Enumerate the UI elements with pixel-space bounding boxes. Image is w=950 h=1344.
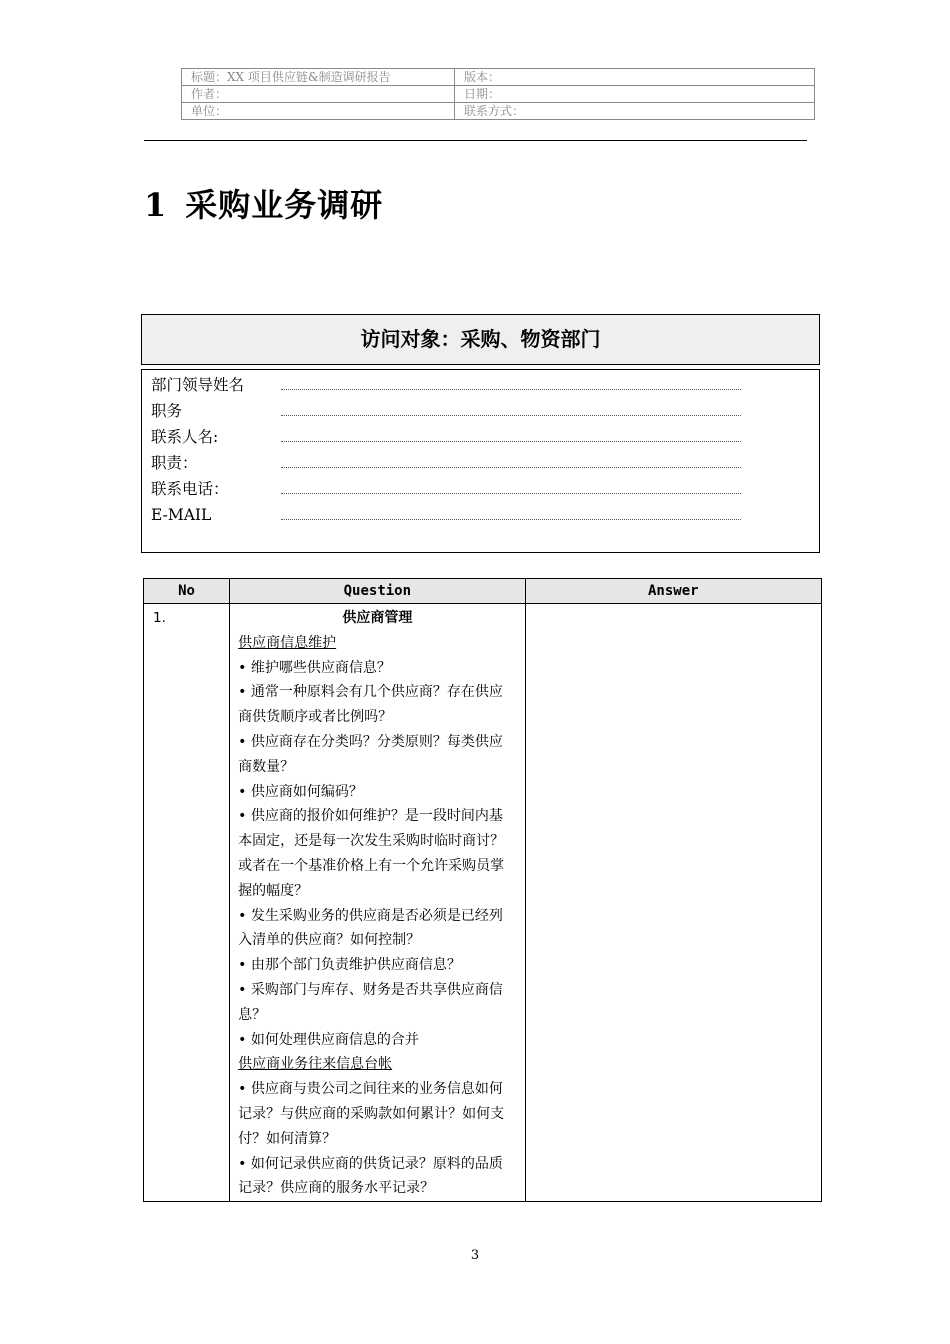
question-item: • 供应商与贵公司之间往来的业务信息如何记录？与供应商的采购款如何累计？如何支付？如何清算？ [238,1081,505,1147]
header-divider [144,140,807,141]
fill-line[interactable] [281,493,741,494]
field-label: 职责： [151,454,198,472]
field-duty [151,450,751,476]
section-number: 1 [144,186,168,224]
fill-line[interactable] [281,441,741,442]
field-label: 联系人名: [151,428,219,446]
field-label: E-MAIL [151,506,212,524]
subsection-heading: 供应商信息维护 [238,634,337,651]
question-item: • 由那个部门负责维护供应商信息？ [238,957,461,974]
question-item: • 供应商存在分类吗？分类原则？每类供应商数量？ [238,733,503,775]
question-item: • 采购部门与库存、财务是否共享供应商信息？ [238,981,503,1023]
page-number: 3 [470,1248,480,1263]
document-header-table [181,68,815,120]
header-question: Question [230,579,525,604]
table-row [144,604,822,1202]
question-item: • 通常一种原料会有几个供应商？存在供应商供货顺序或者比例吗？ [238,684,503,726]
fill-line[interactable] [281,389,741,390]
answer-cell[interactable] [525,604,821,1202]
question-cell [230,604,525,1202]
author-label: 作者： [182,86,455,103]
table-header-row [144,579,822,604]
date-label: 日期： [455,86,815,103]
question-answer-table [143,578,822,1202]
title-label: 标题：XX 项目供应链&制造调研报告 [182,69,455,86]
section-title: 采购业务调研 [185,186,384,224]
unit-label: 单位： [182,103,455,120]
visit-heading: 访问对象：采购、物资部门 [141,314,820,365]
field-label: 部门领导姓名 [151,376,245,394]
header-answer: Answer [525,579,821,604]
visit-form [141,369,820,553]
question-item: • 供应商如何编码？ [238,783,363,800]
field-label: 职务 [151,402,183,420]
fill-line[interactable] [281,415,741,416]
question-item: • 如何处理供应商信息的合并 [238,1031,419,1048]
contact-label: 联系方式： [455,103,815,120]
question-item: • 如何记录供应商的供货记录？原料的品质记录？供应商的服务水平记录？ [238,1155,503,1197]
field-label: 联系电话： [151,480,229,498]
subsection-heading: 供应商业务往来信息台帐 [238,1056,393,1073]
question-item: • 供应商的报价如何维护？是一段时间内基本固定，还是每一次发生采购时临时商讨？或者在一个基准价格上有一个允许采购员掌握的幅度？ [238,808,505,899]
fill-line[interactable] [281,467,741,468]
field-leader-name [151,372,751,398]
field-contact-person [151,424,751,450]
field-email [151,502,751,528]
header-no: No [144,579,230,604]
row-number: 1. [144,604,230,1202]
section-heading [144,183,383,227]
question-item: • 维护哪些供应商信息？ [238,659,391,676]
field-phone [151,476,751,502]
question-title: 供应商管理 [342,610,413,626]
field-position [151,398,751,424]
version-label: 版本： [455,69,815,86]
fill-line[interactable] [281,519,741,520]
question-item: • 发生采购业务的供应商是否必须是已经列入清单的供应商？如何控制？ [238,907,503,949]
